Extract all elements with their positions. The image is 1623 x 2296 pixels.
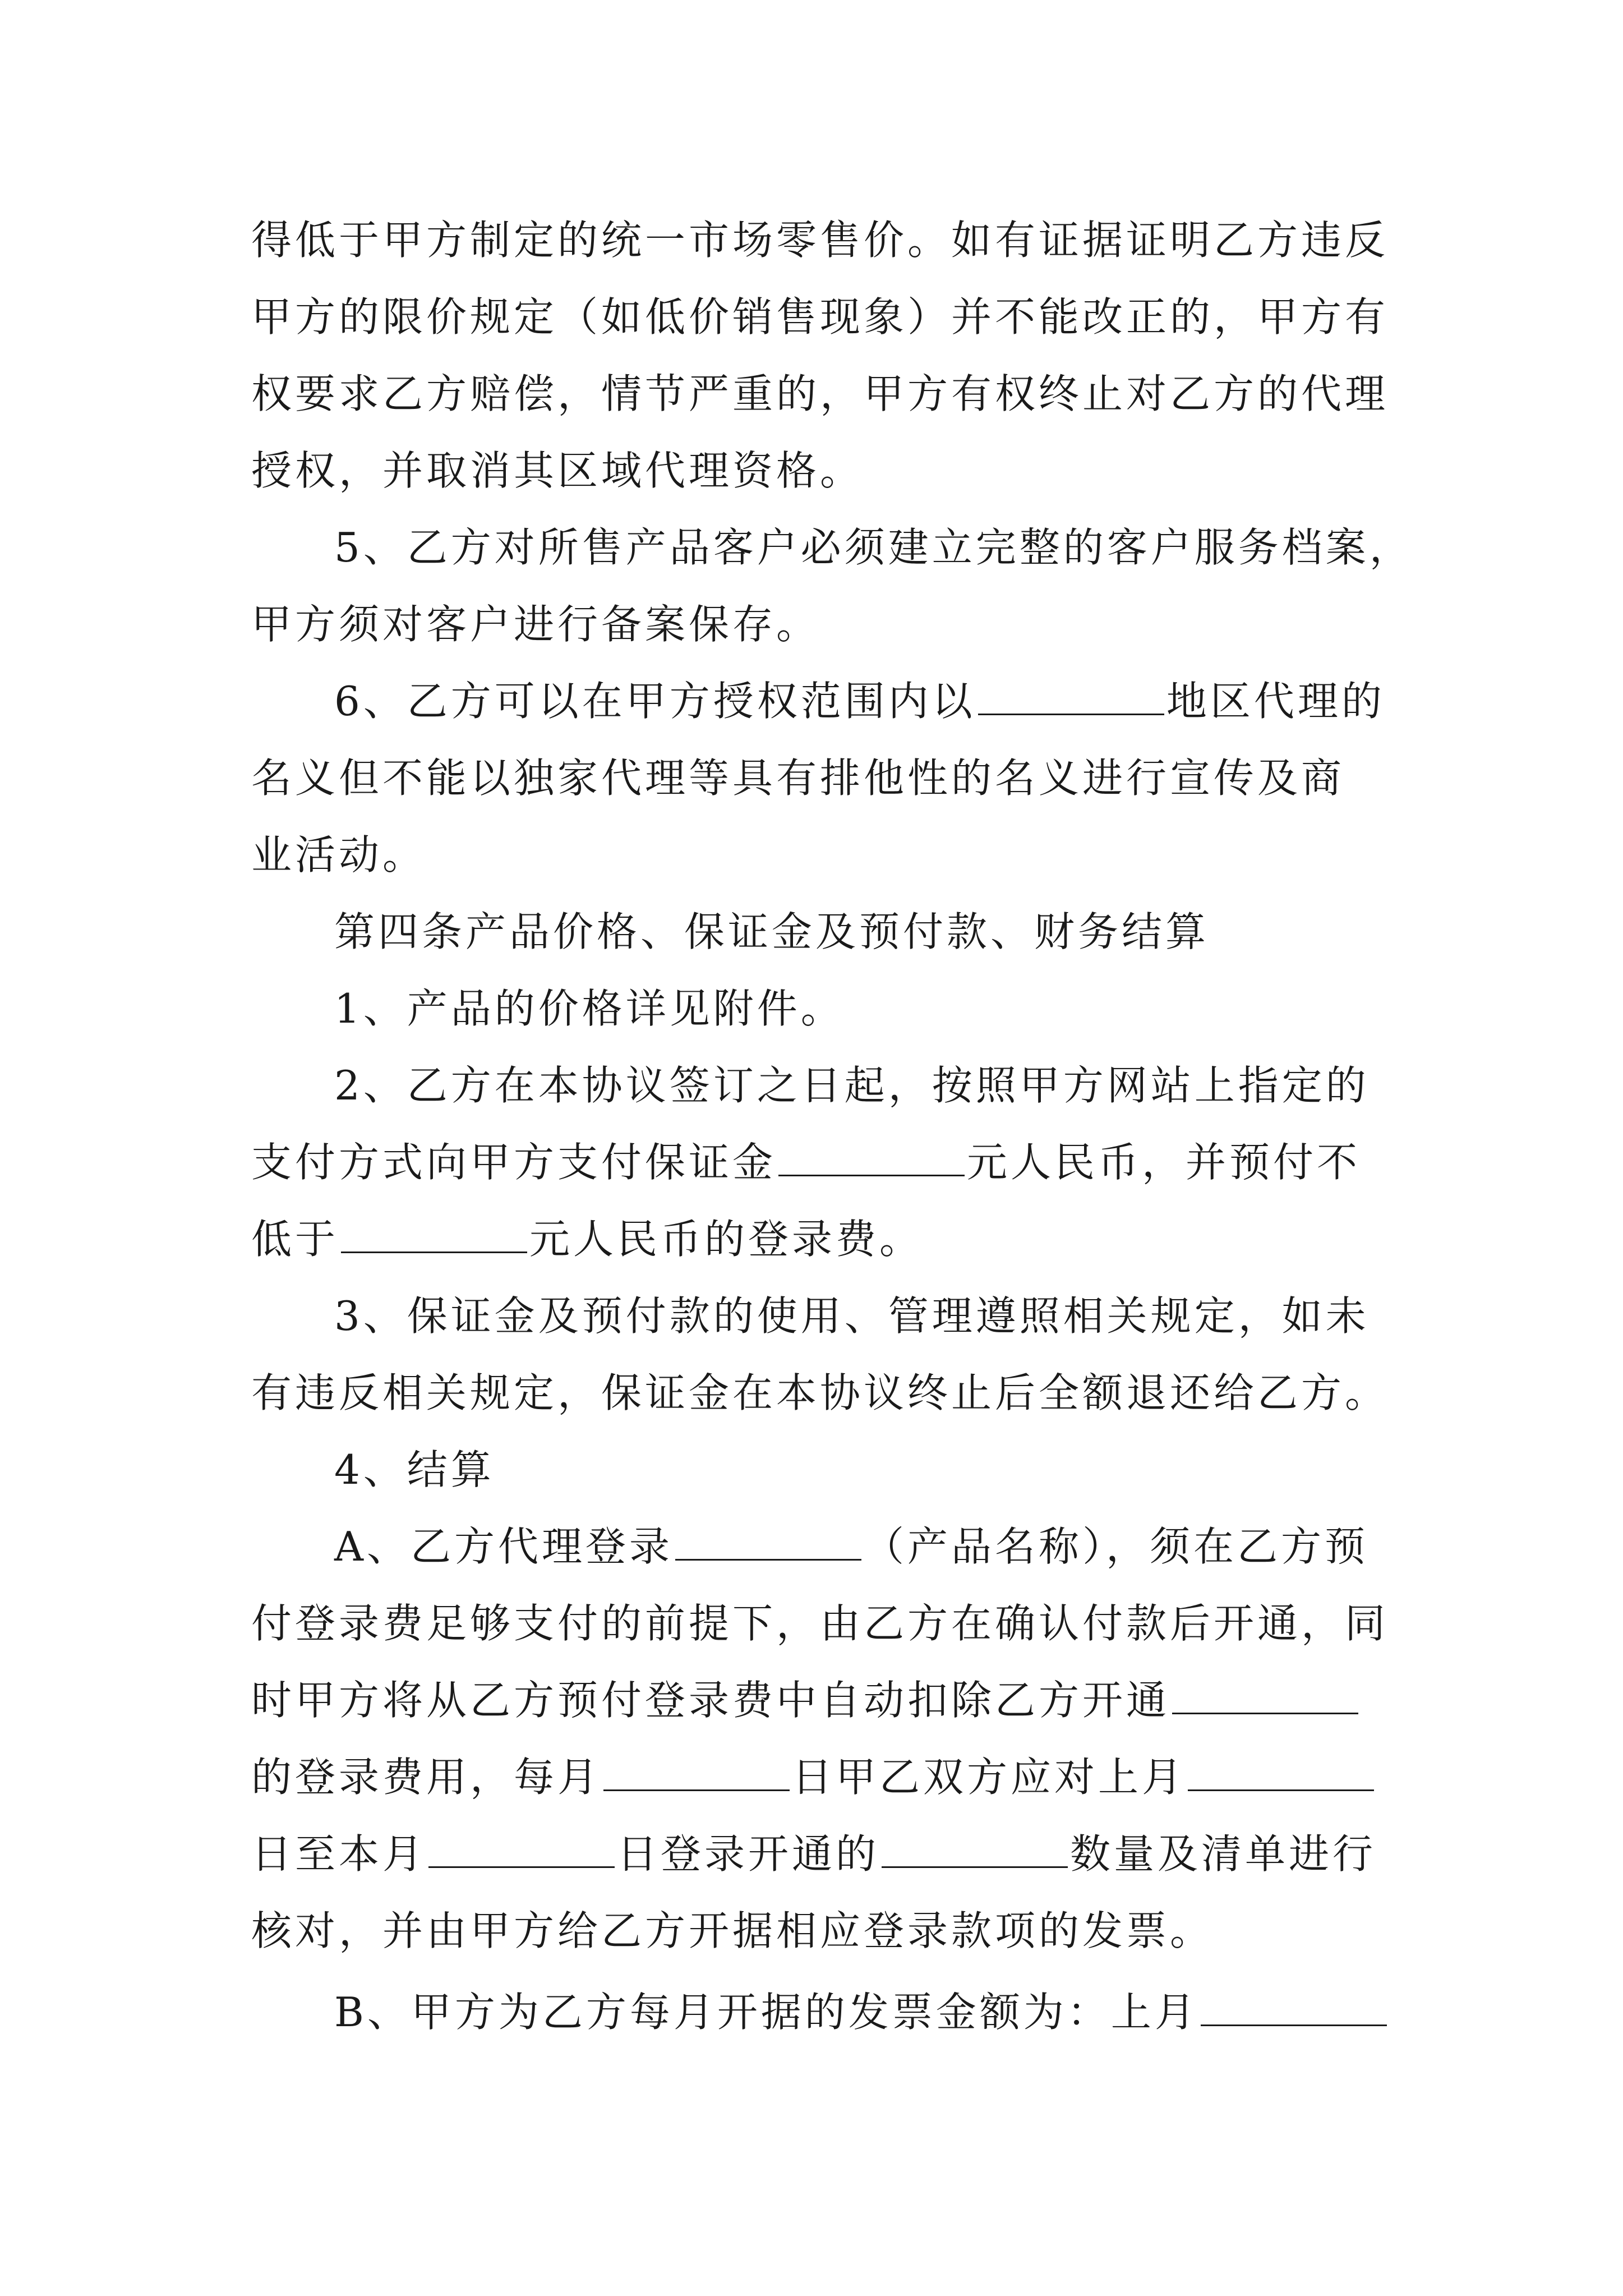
paragraph-line <box>251 1124 1384 1201</box>
text-segment: 的登录费用，每月 <box>251 1754 602 1801</box>
clause-2-line: 2、乙方在本协议签订之日起，按照甲方网站上指定的 <box>334 1062 1370 1109</box>
fill-blank <box>778 1138 965 1176</box>
text-segment: 数量及清单进行 <box>1070 1830 1377 1878</box>
text-segment: 日至本月 <box>251 1830 427 1878</box>
paragraph-line <box>251 1662 1384 1739</box>
clause-3-line: 3、保证金及预付款的使用、管理遵照相关规定，如未 <box>334 1292 1370 1340</box>
text-segment: 6、乙方可以在甲方授权范围内以 <box>334 678 976 725</box>
fill-blank <box>1188 1752 1374 1791</box>
fill-blank <box>1172 1676 1358 1714</box>
paragraph-line: 授权，并取消其区域代理资格。 <box>251 447 864 494</box>
paragraph-line: 名义但不能以独家代理等具有排他性的名义进行宣传及商 <box>251 754 1345 802</box>
paragraph-line: 有违反相关规定，保证金在本协议终止后全额退还给乙方。 <box>251 1369 1389 1416</box>
clause-4a-line <box>251 1508 1384 1585</box>
paragraph-line <box>251 1739 1384 1816</box>
paragraph-line: 甲方须对客户进行备案保存。 <box>251 601 820 648</box>
paragraph-line <box>251 1816 1384 1893</box>
clause-4b-line <box>251 1974 1384 2051</box>
text-segment: （产品名称），须在乙方预 <box>864 1523 1369 1570</box>
text-segment: 地区代理的 <box>1166 678 1385 725</box>
text-segment: 元人民币的登录费。 <box>529 1216 924 1263</box>
clause-1-line: 1、产品的价格详见附件。 <box>334 985 845 1032</box>
paragraph-line: 得低于甲方制定的统一市场零售价。如有证据证明乙方违反 <box>251 217 1389 264</box>
text-segment: B、甲方为乙方每月开据的发票金额为：上月 <box>334 1989 1198 2036</box>
paragraph-line: 付登录费足够支付的前提下，由乙方在确认付款后开通，同 <box>251 1600 1389 1647</box>
paragraph-line: 权要求乙方赔偿，情节严重的，甲方有权终止对乙方的代理 <box>251 370 1389 417</box>
fill-blank <box>675 1522 861 1561</box>
section-heading: 第四条产品价格、保证金及预付款、财务结算 <box>334 908 1210 955</box>
text-segment: 日甲乙双方应对上月 <box>792 1754 1186 1801</box>
fill-blank <box>428 1829 615 1868</box>
text-segment: 低于 <box>251 1216 339 1263</box>
fill-blank <box>341 1214 527 1253</box>
text-segment: 元人民币，并预付不 <box>967 1139 1361 1186</box>
paragraph-line: 甲方的限价规定（如低价销售现象）并不能改正的，甲方有 <box>251 293 1389 341</box>
fill-blank <box>1201 1987 1387 2026</box>
paragraph-line: 业活动。 <box>251 831 427 878</box>
paragraph-line: 核对，并由甲方给乙方开据相应登录款项的发票。 <box>251 1907 1214 1954</box>
text-segment: A、乙方代理登录 <box>334 1523 673 1570</box>
fill-blank <box>603 1752 790 1791</box>
clause-5-line: 5、乙方对所售产品客户必须建立完整的客户服务档案， <box>334 524 1413 571</box>
text-segment: 日登录开通的 <box>617 1830 880 1878</box>
text-segment: 支付方式向甲方支付保证金 <box>251 1139 777 1186</box>
clause-4-line: 4、结算 <box>334 1446 495 1493</box>
text-segment: 时甲方将从乙方预付登录费中自动扣除乙方开通 <box>251 1677 1170 1724</box>
fill-blank <box>882 1829 1068 1868</box>
fill-blank <box>978 677 1164 715</box>
clause-6-line <box>251 663 1384 740</box>
document-page <box>251 202 1413 2051</box>
paragraph-line <box>251 1201 1384 1278</box>
